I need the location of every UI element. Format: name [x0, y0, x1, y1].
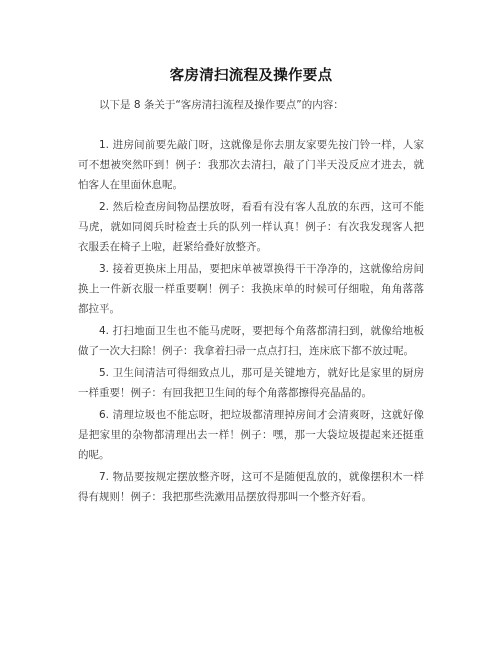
list-item: 2. 然后检查房间物品摆放呀，看看有没有客人乱放的东西，这可不能马虎，就如同阅兵时检查士兵的队列一样认真！例子：有次我发现客人把衣服丢在椅子上啦，赶紧给叠好放整齐。 [78, 201, 424, 253]
list-item: 3. 接着更换床上用品，要把床单被罩换得干干净净的，这就像给房间换上一件新衣服一样重要啊！例子：我换床单的时候可仔细啦，角角落落都拉平。 [78, 263, 424, 315]
list-item: 1. 进房间前要先敲门呀，这就像是你去朋友家要先按门铃一样，人家可不想被突然吓到！例子：我那次去清扫，敲了门半天没反应才进去，就怕客人在里面休息呢。 [78, 139, 424, 191]
list-item: 7. 物品要按规定摆放整齐呀，这可不是随便乱放的，就像摆积木一样得有规则！例子：我把那些洗漱用品摆放得那叫一个整齐好看。 [78, 471, 424, 503]
list-item: 5. 卫生间清洁可得细致点儿，那可是关键地方，就好比是家里的厨房一样重要！例子：有回我把卫生间的每个角落都擦得亮晶晶的。 [78, 367, 424, 399]
list-item: 4. 打扫地面卫生也不能马虎呀，要把每个角落都清扫到，就像给地板做了一次大扫除！例子：我拿着扫帚一点点打扫，连床底下都不放过呢。 [78, 325, 424, 357]
document-title: 客房清扫流程及操作要点 [169, 68, 333, 84]
list-item: 6. 清理垃圾也不能忘呀，把垃圾都清理掉房间才会清爽呀，这就好像是把家里的杂物都清理出去一样！例子：嘿，那一大袋垃圾提起来还挺重的呢。 [78, 409, 424, 461]
item-list [78, 135, 424, 507]
intro-paragraph: 以下是 8 条关于“客房清扫流程及操作要点”的内容： [99, 99, 344, 111]
